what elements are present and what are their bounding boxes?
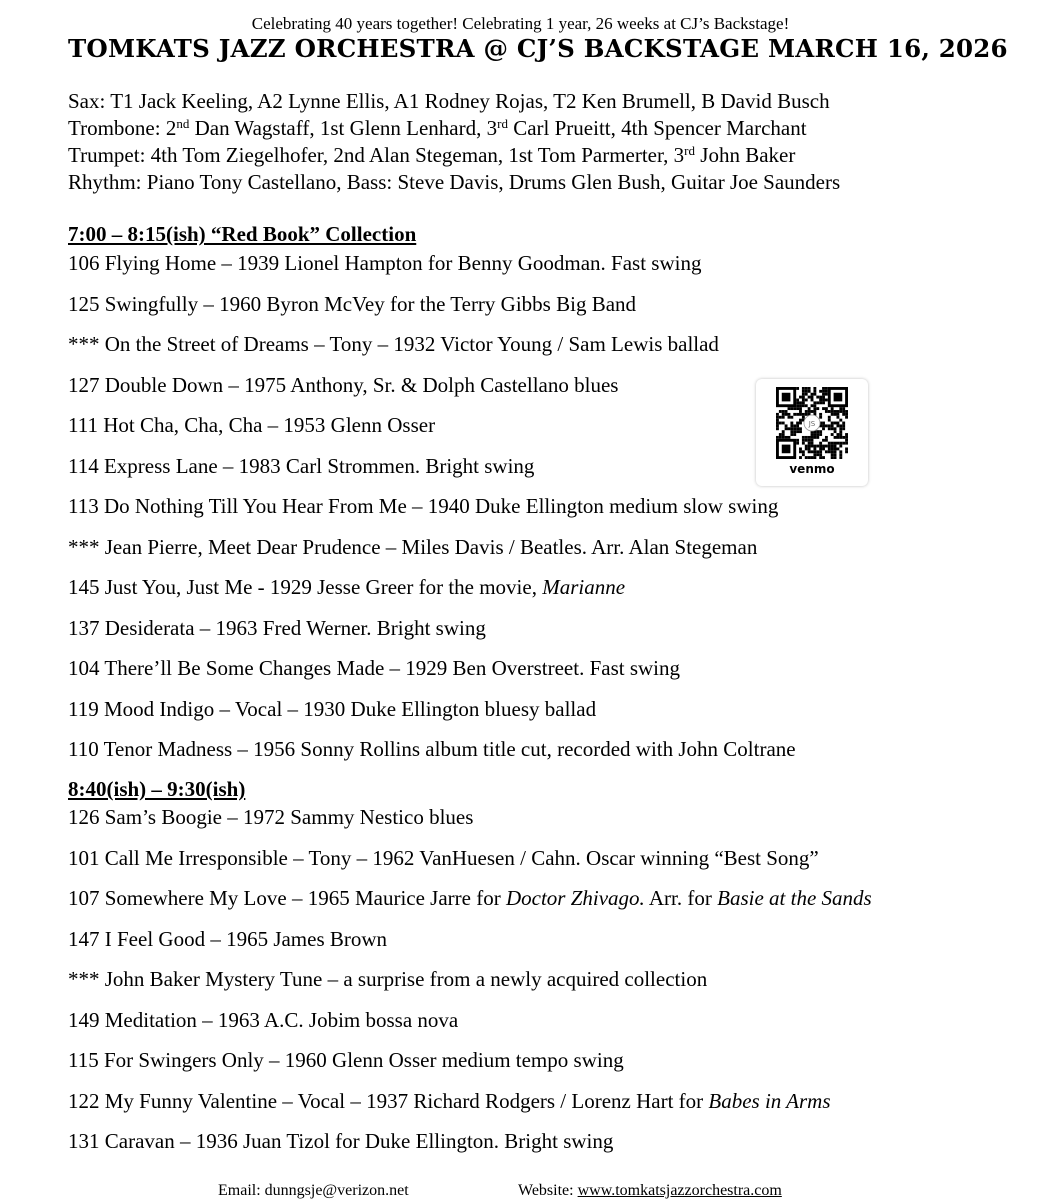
song-item: 119 Mood Indigo – Vocal – 1930 Duke Ellington bluesy ballad	[68, 696, 597, 721]
tagline: Celebrating 40 years together! Celebrating 1 year, 26 weeks at CJ’s Backstage!	[251, 14, 790, 33]
trumpet-line: Trumpet: 4th Tom Ziegelhofer, 2nd Alan Stegeman, 1st Tom Parmerter, 3rd John Baker	[68, 143, 796, 167]
song-item: 122 My Funny Valentine – Vocal – 1937 Richard Rodgers / Lorenz Hart for Babes in Arms	[68, 1088, 831, 1113]
song-item: 104 There’ll Be Some Changes Made – 1929 Ben Overstreet. Fast swing	[68, 656, 681, 680]
song-item: 115 For Swingers Only – 1960 Glenn Osser medium tempo swing	[68, 1048, 624, 1072]
footer-email: Email: dunngsje@verizon.net	[218, 1182, 409, 1199]
venmo-label: venmo	[789, 462, 835, 476]
trombone-line: Trombone: 2nd Dan Wagstaff, 1st Glenn Lenhard, 3rd Carl Prueitt, 4th Spencer Marchant	[68, 116, 807, 140]
song-item: 106 Flying Home – 1939 Lionel Hampton for Benny Goodman. Fast swing	[68, 251, 702, 275]
song-item: *** John Baker Mystery Tune – a surprise from a newly acquired collection	[68, 967, 708, 991]
personnel-block	[68, 88, 840, 196]
song-item: 137 Desiderata – 1963 Fred Werner. Bright swing	[68, 615, 486, 640]
song-item: 101 Call Me Irresponsible – Tony – 1962 VanHuesen / Cahn. Oscar winning “Best Song”	[68, 845, 819, 870]
song-item: 145 Just You, Just Me - 1929 Jesse Greer for the movie, Marianne	[68, 575, 626, 599]
song-item: 149 Meditation – 1963 A.C. Jobim bossa nova	[68, 1007, 459, 1032]
song-item: 107 Somewhere My Love – 1965 Maurice Jarre for Doctor Zhivago. Arr. for Basie at the Sands	[68, 886, 872, 910]
song-item: *** On the Street of Dreams – Tony – 1932 Victor Young / Sam Lewis ballad	[68, 332, 719, 356]
song-item: 111 Hot Cha, Cha, Cha – 1953 Glenn Osser	[68, 413, 436, 437]
song-item: 127 Double Down – 1975 Anthony, Sr. & Dolph Castellano blues	[68, 372, 619, 397]
rhythm-line: Rhythm: Piano Tony Castellano, Bass: Steve Davis, Drums Glen Bush, Guitar Joe Saunders	[68, 170, 841, 194]
song-item: 113 Do Nothing Till You Hear From Me – 1940 Duke Ellington medium slow swing	[68, 494, 779, 518]
footer-website: Website: www.tomkatsjazzorchestra.com	[518, 1182, 782, 1199]
song-item: *** Jean Pierre, Meet Dear Prudence – Miles Davis / Beatles. Arr. Alan Stegeman	[68, 534, 758, 559]
qr-center-initials: JS	[808, 420, 816, 428]
email-link[interactable]: dunngsje@verizon.net	[264, 1182, 409, 1199]
song-item: 125 Swingfully – 1960 Byron McVey for the Terry Gibbs Big Band	[68, 291, 637, 316]
page-title: TOMKATS JAZZ ORCHESTRA @ CJ’S BACKSTAGE MARCH 16, 2026	[68, 34, 1008, 63]
song-item: 126 Sam’s Boogie – 1972 Sammy Nestico blues	[68, 805, 474, 829]
qr-code-icon	[768, 387, 856, 459]
website-link[interactable]: www.tomkatsjazzorchestra.com	[577, 1182, 782, 1199]
song-item: 110 Tenor Madness – 1956 Sonny Rollins album title cut, recorded with John Coltrane	[68, 737, 796, 761]
set2-song-list	[68, 805, 872, 1170]
set1-heading: 7:00 – 8:15(ish) “Red Book” Collection	[68, 222, 417, 246]
song-item: 131 Caravan – 1936 Juan Tizol for Duke Ellington. Bright swing	[68, 1129, 614, 1153]
venmo-qr-card[interactable]	[756, 379, 868, 486]
sax-line: Sax: T1 Jack Keeling, A2 Lynne Ellis, A1 Rodney Rojas, T2 Ken Brumell, B David Busch	[68, 89, 830, 113]
set2-heading: 8:40(ish) – 9:30(ish)	[68, 777, 246, 801]
song-item: 114 Express Lane – 1983 Carl Strommen. Bright swing	[68, 453, 535, 478]
set1-song-list	[68, 251, 796, 778]
song-item: 147 I Feel Good – 1965 James Brown	[68, 926, 388, 951]
